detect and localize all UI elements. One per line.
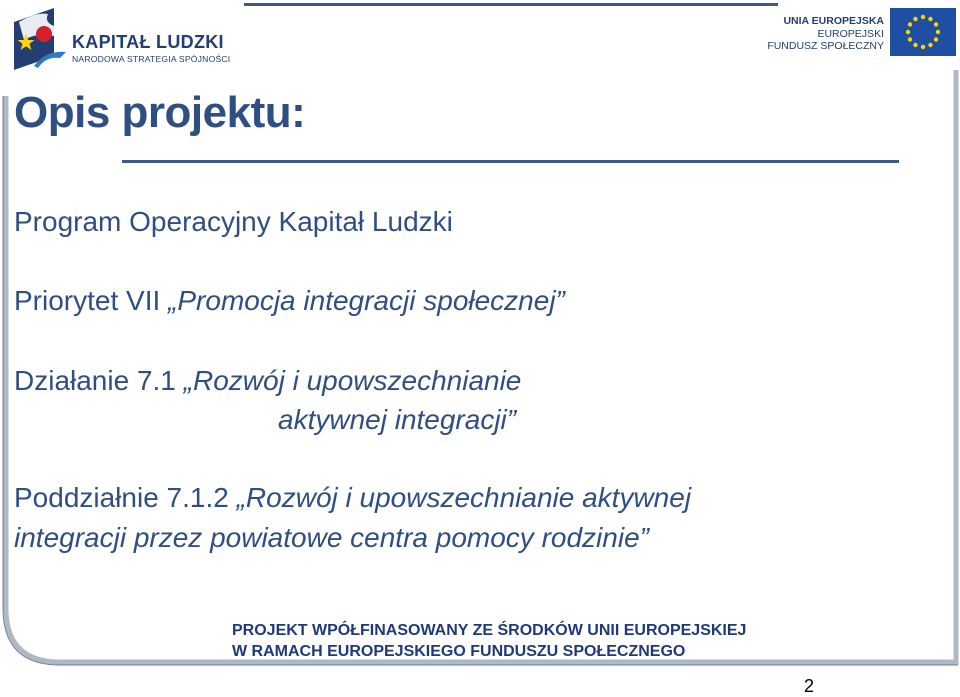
cofinancing-footer	[232, 620, 746, 662]
action-label: Działanie 7.1	[14, 365, 176, 396]
action-line	[14, 365, 521, 397]
action-line-continuation	[278, 404, 516, 436]
program-name: Program Operacyjny Kapitał Ludzki	[14, 206, 453, 237]
kapital-ludzki-title: KAPITAŁ LUDZKI	[72, 32, 224, 52]
program-line	[14, 206, 453, 238]
eu-logo-line3: FUNDUSZ SPOŁECZNY	[767, 40, 884, 52]
priority-line	[14, 285, 565, 317]
subaction-label: Poddziałnie 7.1.2	[14, 482, 229, 513]
footer-line2: W RAMACH EUROPEJSKIEGO FUNDUSZU SPOŁECZNEGO	[232, 643, 686, 660]
subaction-line-continuation	[14, 522, 649, 554]
priority-label: Priorytet VII	[14, 285, 161, 316]
page-number: 2	[804, 676, 815, 696]
eu-logo-line1: UNIA EUROPEJSKA	[783, 15, 884, 27]
action-name-continuation: aktywnej integracji”	[278, 404, 517, 435]
priority-name: „Promocja integracji społecznej”	[168, 285, 565, 316]
kapital-ludzki-subtitle: NARODOWA STRATEGIA SPÓJNOŚCI	[72, 54, 231, 64]
title-underline	[122, 160, 899, 163]
page-title: Opis projektu:	[14, 88, 306, 137]
action-name: „Rozwój i upowszechnianie	[183, 365, 522, 396]
eu-logo-line2: EUROPEJSKI	[817, 27, 884, 40]
footer-line1: PROJEKT WPÓŁFINASOWANY ZE ŚRODKÓW UNII EUROPEJSKIEJ	[232, 622, 747, 639]
subaction-line	[14, 482, 691, 514]
subaction-name: „Rozwój i upowszechnianie aktywnej	[236, 482, 692, 513]
subaction-name-continuation: integracji przez powiatowe centra pomocy rodzinie”	[14, 522, 649, 553]
